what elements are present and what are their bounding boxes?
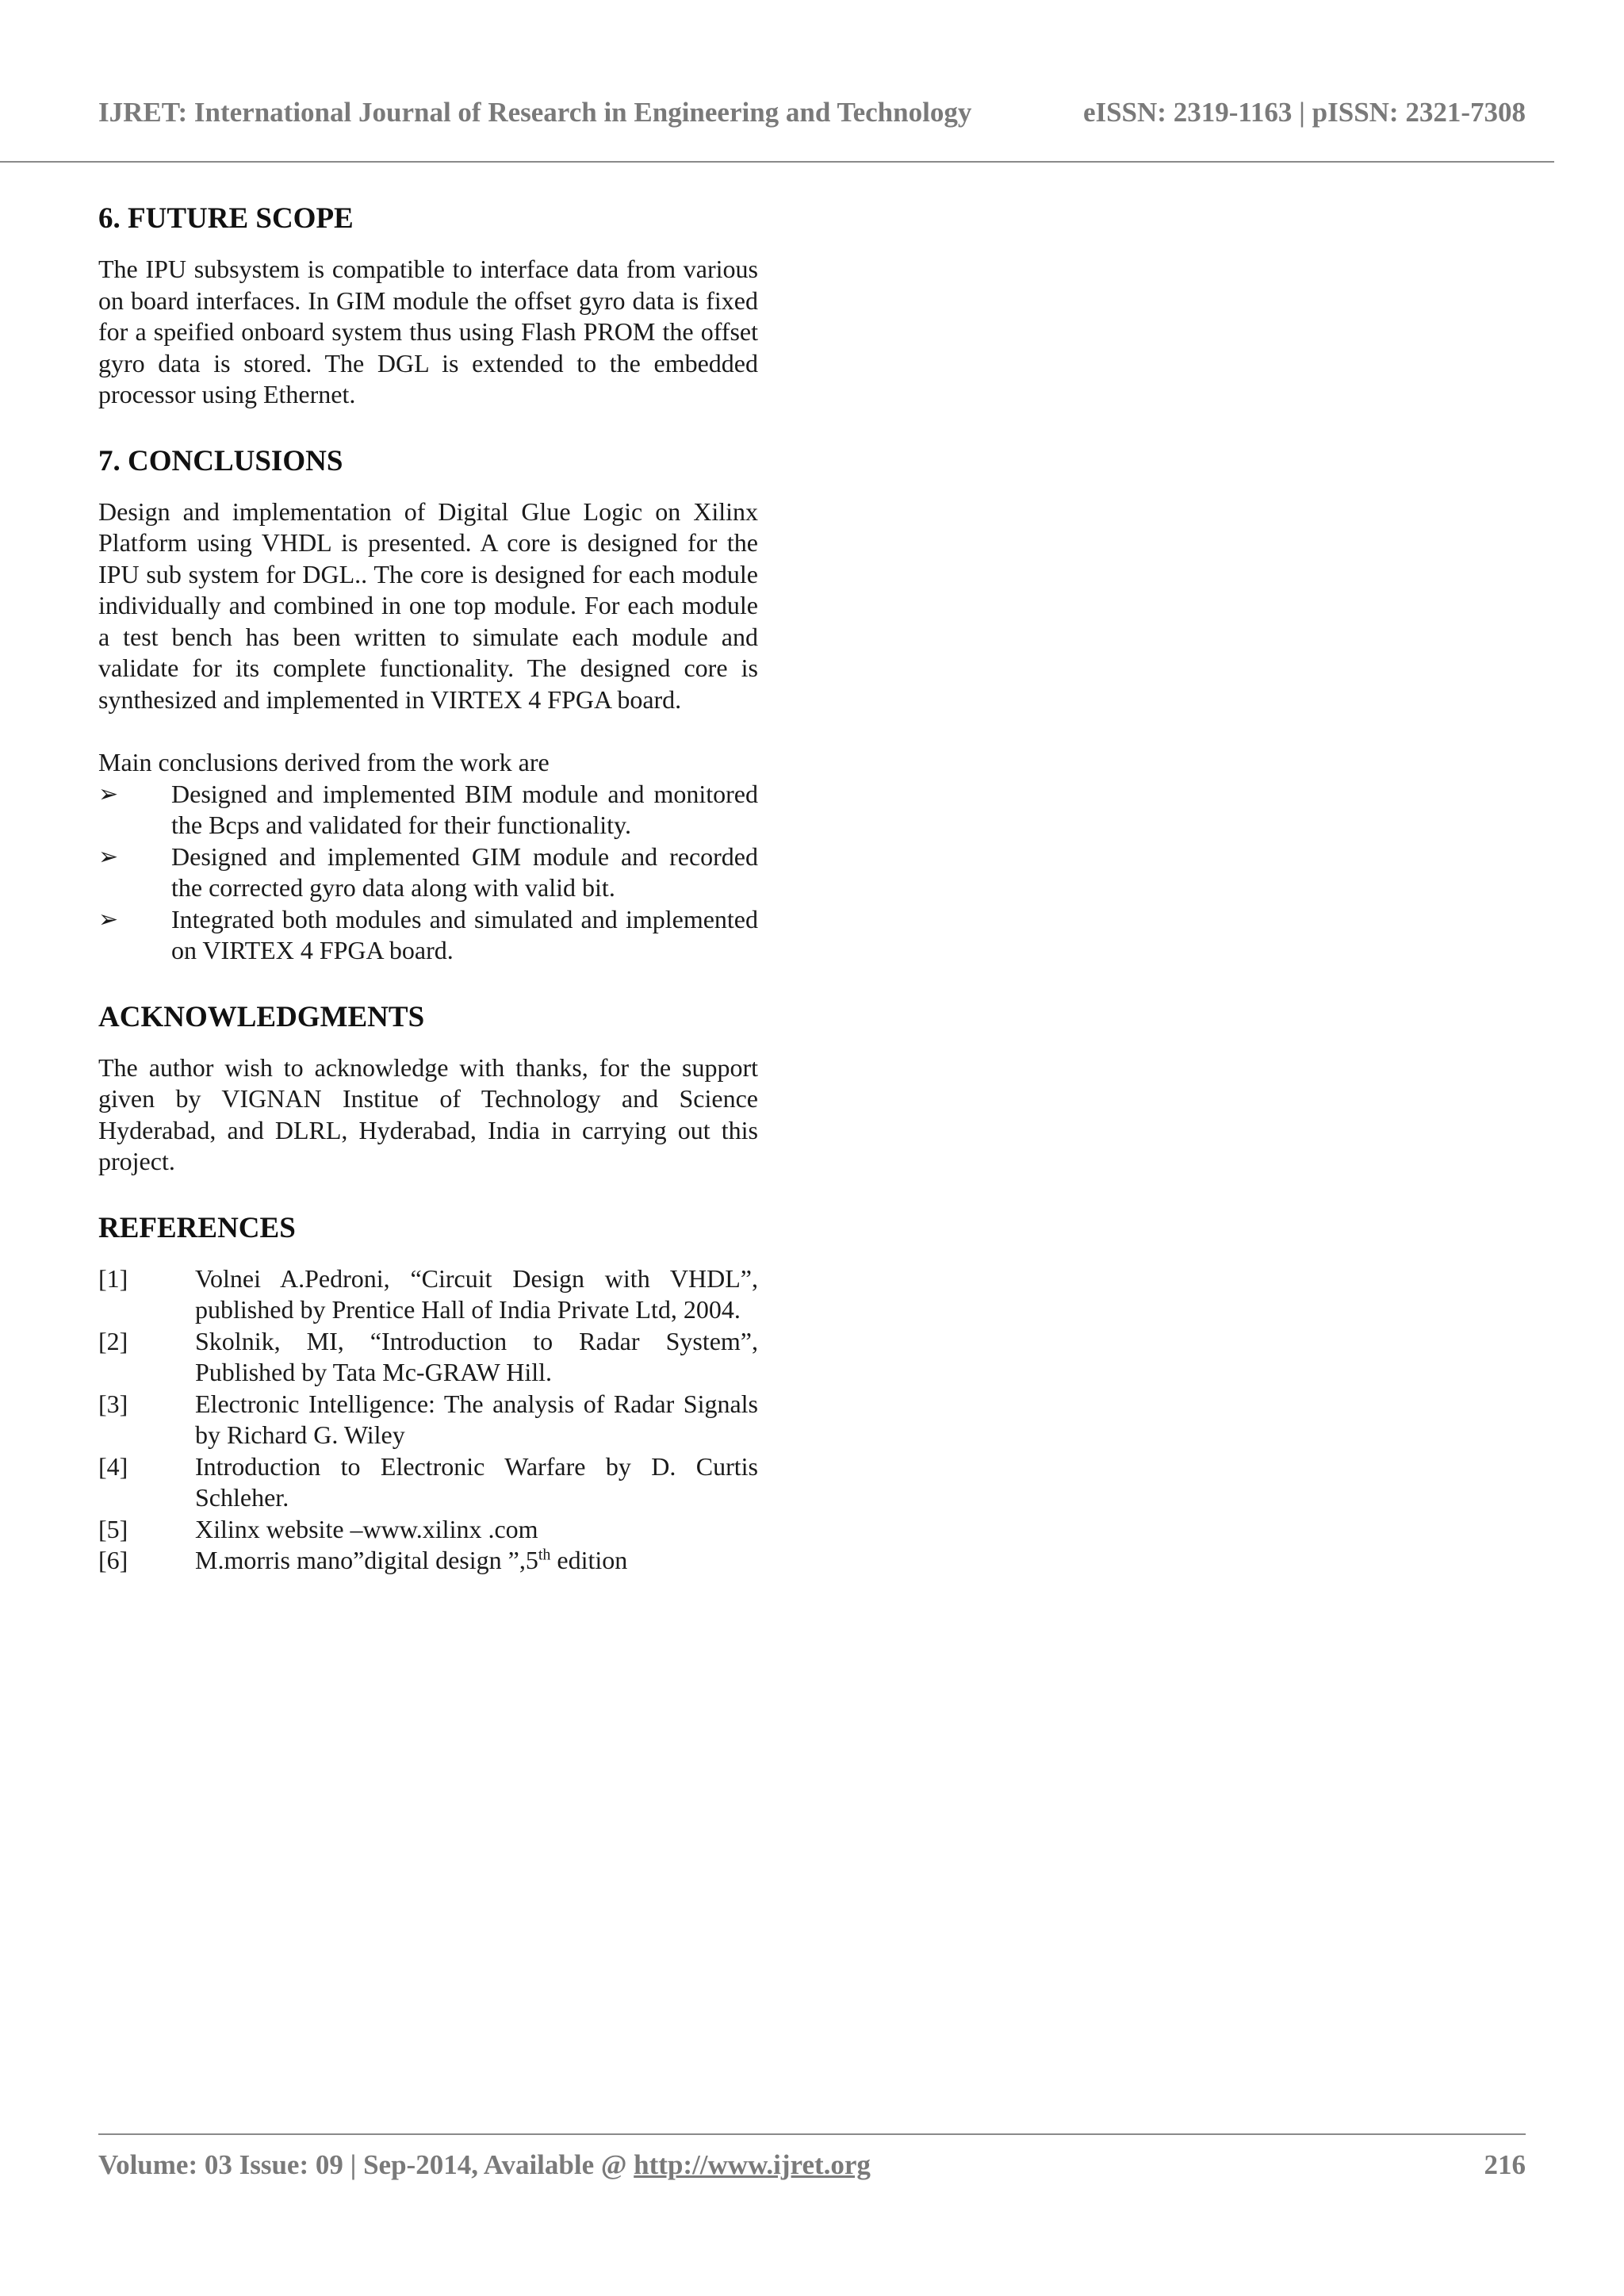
left-column xyxy=(98,198,758,1607)
conclusions-heading: 7. CONCLUSIONS xyxy=(98,444,343,477)
references-section xyxy=(98,1208,758,1577)
arrow-bullet-icon: ➢ xyxy=(98,843,119,870)
acknowledgments-section xyxy=(98,997,758,1178)
acknowledgments-text: The author wish to acknowledge with thanks, for the support given by VIGNAN Institue of Technology and Science Hyderabad, and DLRL, Hyderabad, India in carrying out this project. xyxy=(98,1052,758,1175)
reference-item: [2] Skolnik, MI, “Introduction to Radar System”, Published by Tata Mc-GRAW Hill. xyxy=(98,1326,758,1386)
page-footer xyxy=(98,2149,1526,2184)
footer-divider xyxy=(98,2133,1526,2135)
reference-item: [1] Volnei A.Pedroni, “Circuit Design with VHDL”, published by Prentice Hall of India Private Ltd, 2004. xyxy=(98,1263,758,1324)
journal-url-link[interactable]: http://www.ijret.org xyxy=(634,2149,871,2180)
list-item: ➢ Integrated both modules and simulated and implemented on VIRTEX 4 FPGA board. xyxy=(98,904,758,964)
list-item: ➢ Designed and implemented BIM module and monitored the Bcps and validated for their functionality. xyxy=(98,779,758,839)
arrow-bullet-icon: ➢ xyxy=(98,780,119,807)
conclusions-text: Design and implementation of Digital Glue Logic on Xilinx Platform using VHDL is presented. A core is designed for the IPU sub system for DGL.. The core is designed for each module individually and combined in one top module. For each module a test bench has been written to simulate each module and validate for its complete functionality. The designed core is synthesized and implemented in VIRTEX 4 FPGA board. xyxy=(98,496,758,714)
references-heading: REFERENCES xyxy=(98,1211,296,1244)
header-divider xyxy=(0,161,1554,163)
conclusions-intro: Main conclusions derived from the work are xyxy=(98,748,550,776)
footer-volume-info: Volume: 03 Issue: 09 | Sep-2014, Available @ http://www.ijret.org xyxy=(98,2149,871,2180)
acknowledgments-heading: ACKNOWLEDGMENTS xyxy=(98,1000,425,1033)
future-scope-heading: 6. FUTURE SCOPE xyxy=(98,202,354,235)
issn-info: eISSN: 2319-1163 | pISSN: 2321-7308 xyxy=(1082,97,1526,128)
page-header xyxy=(98,97,1526,128)
conclusions-list xyxy=(98,779,758,967)
journal-title: IJRET: International Journal of Research in Engineering and Technology xyxy=(98,97,972,128)
future-scope-text: The IPU subsystem is compatible to interface data from various on board interfaces. In GIM module the offset gyro data is fixed for a speified onboard system thus using Flash PROM the offset gyro data is stored. The DGL is extended to the embedded processor using Ethernet. xyxy=(98,255,758,408)
list-item: ➢ Designed and implemented GIM module and recorded the corrected gyro data along with valid bit. xyxy=(98,841,758,902)
conclusions-section xyxy=(98,441,758,967)
reference-item: [3] Electronic Intelligence: The analysis of Radar Signals by Richard G. Wiley xyxy=(98,1389,758,1449)
page-number: 216 xyxy=(1484,2149,1526,2180)
references-list xyxy=(98,1263,758,1577)
arrow-bullet-icon: ➢ xyxy=(98,906,119,933)
reference-item: [6] M.morris mano”digital design ”,5th edition xyxy=(98,1546,628,1574)
reference-item: [4] Introduction to Electronic Warfare by D. Curtis Schleher. xyxy=(98,1451,758,1512)
reference-item: [5] Xilinx website –www.xilinx .com xyxy=(98,1514,538,1543)
future-scope-section xyxy=(98,198,758,411)
